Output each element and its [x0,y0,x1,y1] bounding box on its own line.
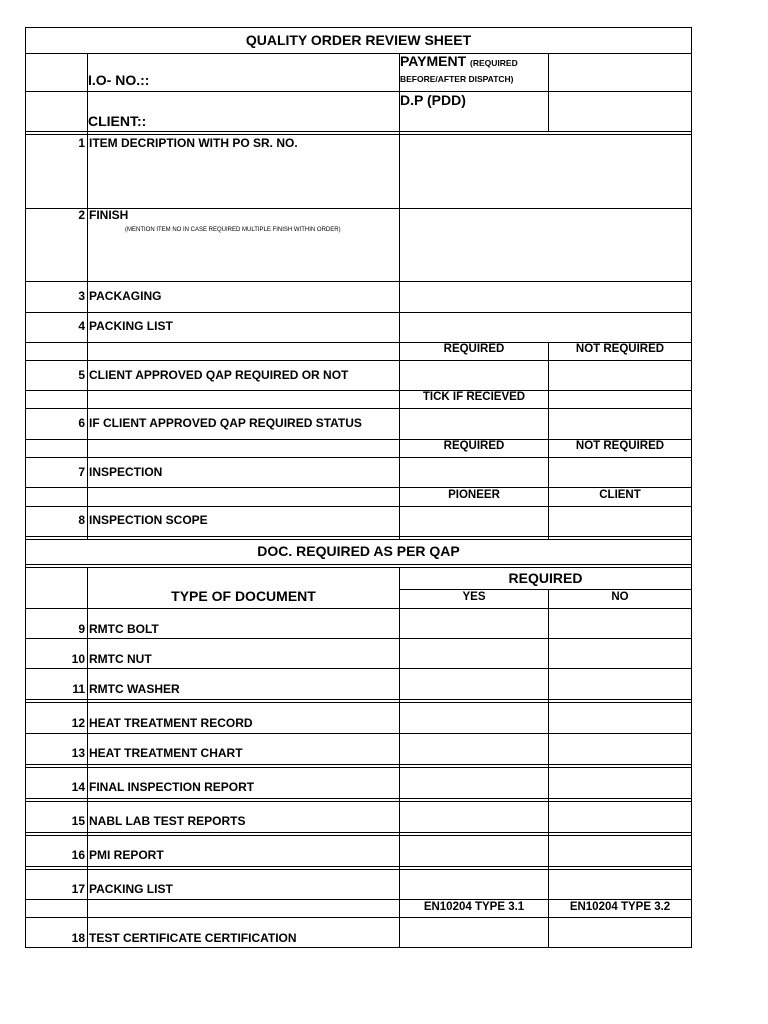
en10204-type-32-header: EN10204 TYPE 3.2 [569,901,671,913]
payment-note-1: (REQUIRED [470,58,518,68]
client-header: CLIENT [599,489,641,501]
item-number: 3 [78,289,85,303]
finish-note: (MENTION ITEM NO IN CASE REQUIRED MULTIPLE FINISH WITHIN ORDER) [125,227,341,233]
item-label: CLIENT APPROVED QAP REQUIRED OR NOT [89,368,349,382]
doc-number: 15 [71,814,85,828]
doc-label: NABL LAB TEST REPORTS [89,814,246,828]
doc-number: 11 [72,682,85,696]
doc-label: PMI REPORT [89,848,164,862]
item-label: INSPECTION [89,465,163,479]
required-header: REQUIRED [508,570,583,586]
not-required-header: NOT REQUIRED [575,343,665,355]
no-header: NO [611,591,629,603]
item-label: INSPECTION SCOPE [89,513,208,527]
not-required-header: NOT REQUIRED [575,440,665,452]
doc-label: FINAL INSPECTION REPORT [89,780,255,794]
item-label: PACKING LIST [89,319,173,333]
payment-note-2: BEFORE/AFTER DISPATCH) [400,74,514,84]
sheet-title: QUALITY ORDER REVIEW SHEET [245,32,472,48]
item-label: PACKAGING [89,289,162,303]
required-header: REQUIRED [443,440,505,452]
item-number: 2 [78,208,85,222]
doc-label: RMTC BOLT [89,622,159,636]
pioneer-header: PIONEER [448,489,500,501]
doc-label: RMTC WASHER [89,682,180,696]
doc-label: HEAT TREATMENT RECORD [89,716,253,730]
doc-number: 12 [71,716,85,730]
doc-number: 13 [71,746,85,760]
item-number: 1 [78,136,85,150]
doc-section-title: DOC. REQUIRED AS PER QAP [257,543,460,559]
item-number: 5 [78,368,85,382]
doc-number: 14 [71,780,85,794]
doc-label: RMTC NUT [89,652,152,666]
client-label: CLIENT:: [88,113,147,129]
doc-number: 16 [71,848,85,862]
item-label: IF CLIENT APPROVED QAP REQUIRED STATUS [89,416,362,430]
doc-label: PACKING LIST [89,882,173,896]
type-of-document-header: TYPE OF DOCUMENT [171,588,316,604]
review-sheet [25,27,692,948]
item-number: 7 [78,465,85,479]
doc-number: 18 [71,931,85,945]
doc-number: 17 [71,882,85,896]
item-number: 8 [78,513,85,527]
dp-label: D.P (PDD) [400,92,466,108]
doc-label: HEAT TREATMENT CHART [89,746,243,760]
tick-if-received-header: TICK IF RECIEVED [422,391,526,403]
required-header: REQUIRED [443,343,505,355]
doc-number: 9 [78,622,85,636]
payment-label: PAYMENT (REQUIRED [400,53,518,69]
item-number: 4 [78,319,85,333]
io-no-label: I.O- NO.:: [88,72,150,88]
item-number: 6 [78,416,85,430]
doc-number: 10 [71,652,85,666]
item-label: ITEM DECRIPTION WITH PO SR. NO. [89,136,298,150]
yes-header: YES [462,591,486,603]
en10204-type-31-header: EN10204 TYPE 3.1 [423,901,525,913]
doc-label: TEST CERTIFICATE CERTIFICATION [89,931,297,945]
item-label: FINISH [89,208,129,222]
